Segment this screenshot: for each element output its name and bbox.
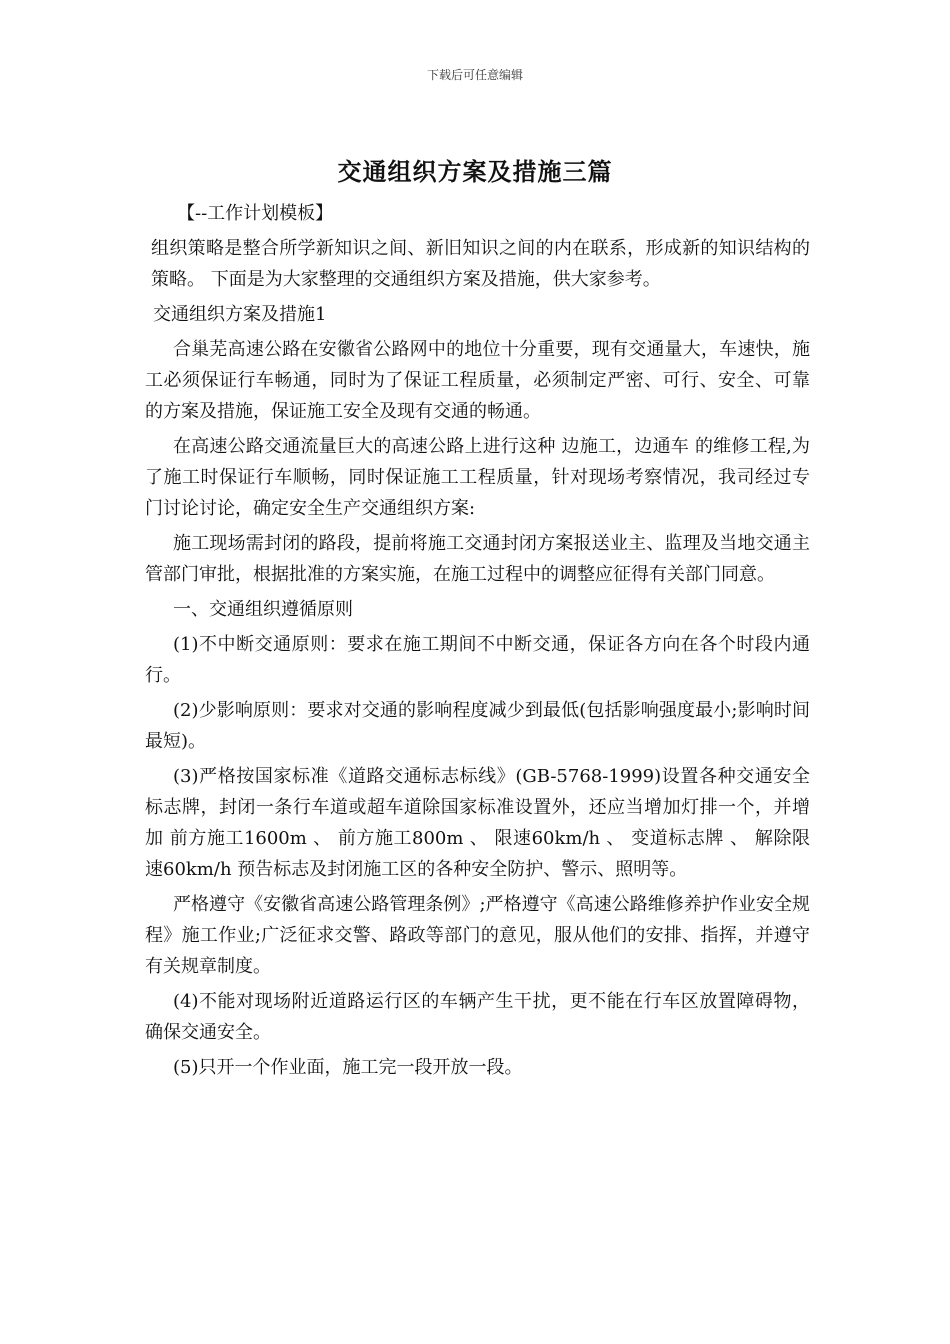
principle-item: (5)只开一个作业面，施工完一段开放一段。	[173, 1057, 523, 1078]
document-body	[145, 198, 810, 1087]
principle-item: (2)少影响原则：要求对交通的影响程度减少到最低(包括影响强度最小;影响时间最短)。	[145, 700, 810, 752]
section-title: 交通组织方案及措施1	[153, 304, 327, 325]
principle-item: (4)不能对现场附近道路运行区的车辆产生干扰，更不能在行车区放置障碍物，确保交通安全。	[145, 991, 810, 1043]
paragraph: 施工现场需封闭的路段，提前将施工交通封闭方案报送业主、监理及当地交通主管部门审批，根据批准的方案实施，在施工过程中的调整应征得有关部门同意。	[145, 533, 810, 585]
paragraph: 严格遵守《安徽省高速公路管理条例》;严格遵守《高速公路维修养护作业安全规程》施工作业;广泛征求交警、路政等部门的意见，服从他们的安排、指挥，并遵守有关规章制度。	[145, 894, 810, 977]
page-header-note: 下载后可任意编辑	[426, 68, 523, 82]
principles-heading: 一、交通组织遵循原则	[173, 599, 353, 620]
intro-paragraph: 组织策略是整合所学新知识之间、新旧知识之间的内在联系，形成新的知识结构的策略。 下面是为大家整理的交通组织方案及措施，供大家参考。	[151, 238, 810, 290]
paragraph: 在高速公路交通流量巨大的高速公路上进行这种 边施工，边通车 的维修工程,为了施工时保证行车顺畅，同时保证施工工程质量，针对现场考察情况，我司经过专门讨论讨论，确定安全生产交通组织方案:	[145, 436, 810, 519]
principle-item: (3)严格按国家标准《道路交通标志标线》(GB-5768-1999)设置各种交通安全标志牌，封闭一条行车道或超车道除国家标准设置外，还应当增加灯排一个，并增加 前方施工1600m 、 前方施工800m 、 限速60km/h 、 变道标志牌 、 解除限速60km/h 预告标志及封闭施工区的各种安全防护、警示、照明等。	[145, 766, 810, 880]
paragraph: 合巢芜高速公路在安徽省公路网中的地位十分重要，现有交通量大，车速快，施工必须保证行车畅通，同时为了保证工程质量，必须制定严密、可行、安全、可靠的方案及措施，保证施工安全及现有交通的畅通。	[145, 339, 810, 422]
principle-item: (1)不中断交通原则：要求在施工期间不中断交通，保证各方向在各个时段内通行。	[145, 634, 810, 686]
document-title: 交通组织方案及措施三篇	[337, 158, 613, 186]
template-tag: 【--工作计划模板】	[177, 203, 334, 224]
